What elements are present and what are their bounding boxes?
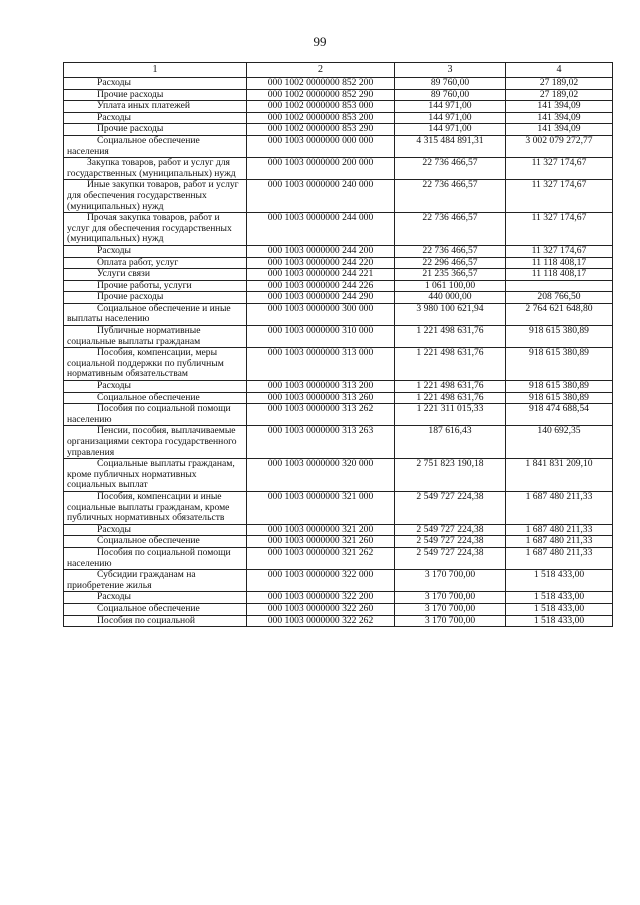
table-row (64, 570, 613, 592)
table-row (64, 135, 613, 157)
row-name-text: Расходы (97, 111, 132, 123)
row-value-executed-cell: 11 327 174,67 (506, 245, 613, 257)
row-value-executed-cell: 918 615 380,89 (506, 392, 613, 404)
row-name-text: Пенсии, пособия, выплачиваемые организациями сектора государственного управления (67, 425, 237, 458)
table-row (64, 524, 613, 536)
row-name-text: Прочие расходы (97, 88, 164, 100)
row-value-approved-cell: 1 221 311 015,33 (395, 404, 506, 426)
table-row (64, 213, 613, 246)
row-code-cell: 000 1002 0000000 853 200 (247, 112, 395, 124)
row-code-cell: 000 1003 0000000 240 000 (247, 180, 395, 213)
row-value-executed-cell: 918 615 380,89 (506, 381, 613, 393)
row-code-cell: 000 1003 0000000 300 000 (247, 303, 395, 325)
row-code-cell: 000 1003 0000000 244 290 (247, 292, 395, 304)
row-value-approved-cell: 144 971,00 (395, 124, 506, 136)
row-value-approved-cell: 89 760,00 (395, 78, 506, 90)
row-name-text: Пособия, компенсации и иные социальные выплаты гражданам, кроме публичных нормативных обязательств (67, 490, 230, 524)
table-row (64, 547, 613, 569)
row-value-approved-cell: 1 221 498 631,76 (395, 348, 506, 381)
row-name-cell (64, 603, 247, 615)
row-name-text: Расходы (97, 380, 132, 392)
budget-table (63, 62, 613, 627)
row-code-cell: 000 1003 0000000 322 000 (247, 570, 395, 592)
table-row (64, 459, 613, 492)
row-value-approved-cell: 22 296 466,57 (395, 257, 506, 269)
table-row (64, 326, 613, 348)
column-header-1: 1 (64, 63, 247, 78)
row-name-cell (64, 112, 247, 124)
row-value-executed-cell: 11 118 408,17 (506, 257, 613, 269)
row-value-approved-cell: 440 000,00 (395, 292, 506, 304)
row-name-text: Закупка товаров, работ и услуг для государственных (муниципальных) нужд (67, 157, 236, 179)
row-name-cell (64, 89, 247, 101)
row-name-text: Прочая закупка товаров, работ и услуг для обеспечения государственных (муниципальных) нужд (67, 212, 232, 245)
row-name-text: Расходы (97, 591, 132, 603)
table-row (64, 491, 613, 524)
row-name-text: Расходы (97, 523, 132, 535)
row-value-executed-cell: 1 518 433,00 (506, 592, 613, 604)
row-value-approved-cell: 2 549 727 224,38 (395, 524, 506, 536)
row-name-cell (64, 570, 247, 592)
row-name-cell (64, 524, 247, 536)
row-value-executed-cell: 11 327 174,67 (506, 180, 613, 213)
row-value-executed-cell: 1 687 480 211,33 (506, 524, 613, 536)
table-row (64, 592, 613, 604)
row-name-cell (64, 180, 247, 213)
row-value-executed-cell: 141 394,09 (506, 101, 613, 113)
row-name-text: Пособия по социальной помощи населению (67, 546, 231, 569)
row-value-approved-cell: 2 549 727 224,38 (395, 491, 506, 524)
table-row (64, 245, 613, 257)
row-value-approved-cell: 1 221 498 631,76 (395, 326, 506, 348)
row-value-executed-cell: 11 118 408,17 (506, 269, 613, 281)
row-code-cell: 000 1003 0000000 321 200 (247, 524, 395, 536)
row-value-approved-cell: 3 170 700,00 (395, 615, 506, 627)
row-name-text: Социальное обеспечение (97, 602, 200, 614)
row-name-cell (64, 257, 247, 269)
table-row (64, 112, 613, 124)
row-name-cell (64, 459, 247, 492)
row-name-text: Уплата иных платежей (97, 100, 191, 112)
row-value-approved-cell: 2 549 727 224,38 (395, 536, 506, 548)
row-value-executed-cell: 1 841 831 209,10 (506, 459, 613, 492)
row-value-executed-cell: 141 394,09 (506, 124, 613, 136)
row-name-text: Расходы (97, 244, 132, 256)
row-value-approved-cell: 2 549 727 224,38 (395, 547, 506, 569)
row-value-executed-cell: 918 615 380,89 (506, 326, 613, 348)
table-row (64, 536, 613, 548)
row-name-cell (64, 213, 247, 246)
row-value-executed-cell: 208 766,50 (506, 292, 613, 304)
row-name-cell (64, 381, 247, 393)
table-row (64, 124, 613, 136)
row-code-cell: 000 1003 0000000 313 262 (247, 404, 395, 426)
row-code-cell: 000 1003 0000000 313 000 (247, 348, 395, 381)
row-value-approved-cell: 144 971,00 (395, 112, 506, 124)
row-code-cell: 000 1003 0000000 244 220 (247, 257, 395, 269)
row-value-approved-cell: 21 235 366,57 (395, 269, 506, 281)
row-code-cell: 000 1003 0000000 313 263 (247, 426, 395, 459)
row-name-text: Субсидии гражданам на приобретение жилья (67, 569, 196, 591)
row-code-cell: 000 1003 0000000 322 200 (247, 592, 395, 604)
table-row (64, 158, 613, 180)
row-value-approved-cell: 3 170 700,00 (395, 592, 506, 604)
table-body (64, 78, 613, 627)
row-code-cell: 000 1003 0000000 310 000 (247, 326, 395, 348)
table-row (64, 101, 613, 113)
table-row (64, 292, 613, 304)
row-code-cell: 000 1002 0000000 852 200 (247, 78, 395, 90)
row-value-approved-cell: 4 315 484 891,31 (395, 135, 506, 157)
row-code-cell: 000 1003 0000000 200 000 (247, 158, 395, 180)
table-row (64, 603, 613, 615)
row-name-text: Иные закупки товаров, работ и услуг для обеспечения государственных (муниципальных) нужд (67, 179, 239, 212)
table-row (64, 381, 613, 393)
row-name-cell (64, 326, 247, 348)
row-name-cell (64, 348, 247, 381)
row-name-cell (64, 280, 247, 292)
column-header-3: 3 (395, 63, 506, 78)
column-header-2: 2 (247, 63, 395, 78)
table-row (64, 78, 613, 90)
row-value-executed-cell: 27 189,02 (506, 89, 613, 101)
row-name-text: Пособия по социальной помощи населению (67, 403, 231, 425)
row-name-cell (64, 426, 247, 459)
table-row (64, 180, 613, 213)
row-value-approved-cell: 3 170 700,00 (395, 570, 506, 592)
page-number: 99 (313, 34, 327, 49)
row-value-approved-cell: 144 971,00 (395, 101, 506, 113)
row-code-cell: 000 1003 0000000 244 200 (247, 245, 395, 257)
table-row (64, 269, 613, 281)
table-row (64, 392, 613, 404)
row-value-approved-cell: 22 736 466,57 (395, 158, 506, 180)
row-value-executed-cell: 140 692,35 (506, 426, 613, 459)
row-name-cell (64, 491, 247, 524)
row-code-cell: 000 1003 0000000 322 260 (247, 603, 395, 615)
row-value-approved-cell: 1 221 498 631,76 (395, 381, 506, 393)
row-name-text: Оплата работ, услуг (97, 256, 179, 268)
table-row (64, 426, 613, 459)
row-value-approved-cell: 3 170 700,00 (395, 603, 506, 615)
table-row (64, 348, 613, 381)
row-code-cell: 000 1003 0000000 321 262 (247, 547, 395, 569)
row-name-text: Социальное обеспечение (97, 391, 200, 403)
row-value-executed-cell: 1 518 433,00 (506, 570, 613, 592)
row-code-cell: 000 1002 0000000 852 290 (247, 89, 395, 101)
row-value-approved-cell: 22 736 466,57 (395, 245, 506, 257)
row-name-cell (64, 536, 247, 548)
row-code-cell: 000 1003 0000000 321 260 (247, 536, 395, 548)
table-row (64, 404, 613, 426)
row-name-cell (64, 404, 247, 426)
row-name-text: Социальное обеспечение населения (67, 134, 200, 157)
row-value-approved-cell: 89 760,00 (395, 89, 506, 101)
row-code-cell: 000 1003 0000000 313 200 (247, 381, 395, 393)
table-row (64, 89, 613, 101)
row-code-cell: 000 1003 0000000 321 000 (247, 491, 395, 524)
row-name-cell (64, 124, 247, 136)
row-value-executed-cell (506, 280, 613, 292)
row-code-cell: 000 1003 0000000 244 221 (247, 269, 395, 281)
row-code-cell: 000 1002 0000000 853 290 (247, 124, 395, 136)
row-name-cell (64, 158, 247, 180)
row-name-cell (64, 592, 247, 604)
row-name-cell (64, 303, 247, 325)
row-code-cell: 000 1003 0000000 000 000 (247, 135, 395, 157)
table-row (64, 257, 613, 269)
table-header-row (64, 63, 613, 78)
row-name-text: Пособия по социальной (97, 614, 196, 626)
row-name-text: Социальное обеспечение и иные выплаты населению (67, 302, 231, 325)
row-value-executed-cell: 1 518 433,00 (506, 615, 613, 627)
row-value-executed-cell: 918 474 688,54 (506, 404, 613, 426)
row-name-text: Услуги связи (97, 268, 150, 280)
row-name-cell (64, 292, 247, 304)
row-value-approved-cell: 187 616,43 (395, 426, 506, 459)
row-name-text: Публичные нормативные социальные выплаты гражданам (67, 325, 201, 347)
row-name-cell (64, 269, 247, 281)
row-value-approved-cell: 3 980 100 621,94 (395, 303, 506, 325)
row-value-approved-cell: 2 751 823 190,18 (395, 459, 506, 492)
row-code-cell: 000 1003 0000000 244 226 (247, 280, 395, 292)
row-value-executed-cell: 1 687 480 211,33 (506, 547, 613, 569)
row-name-text: Социальное обеспечение (97, 535, 200, 547)
row-value-executed-cell: 27 189,02 (506, 78, 613, 90)
row-value-executed-cell: 141 394,09 (506, 112, 613, 124)
row-name-text: Прочие расходы (97, 291, 164, 303)
row-name-cell (64, 101, 247, 113)
row-name-text: Социальные выплаты гражданам, кроме публичных нормативных социальных выплат (67, 458, 235, 491)
row-value-executed-cell: 2 764 621 648,80 (506, 303, 613, 325)
row-value-executed-cell: 1 687 480 211,33 (506, 536, 613, 548)
row-value-executed-cell: 11 327 174,67 (506, 158, 613, 180)
row-code-cell: 000 1003 0000000 320 000 (247, 459, 395, 492)
table-row (64, 303, 613, 325)
row-value-approved-cell: 1 061 100,00 (395, 280, 506, 292)
row-value-executed-cell: 3 002 079 272,77 (506, 135, 613, 157)
row-code-cell: 000 1003 0000000 313 260 (247, 392, 395, 404)
row-value-executed-cell: 11 327 174,67 (506, 213, 613, 246)
row-name-text: Прочие работы, услуги (97, 279, 192, 291)
row-name-cell (64, 78, 247, 90)
row-value-approved-cell: 22 736 466,57 (395, 213, 506, 246)
row-value-approved-cell: 22 736 466,57 (395, 180, 506, 213)
row-value-executed-cell: 1 687 480 211,33 (506, 491, 613, 524)
table-row (64, 615, 613, 627)
row-name-text: Прочие расходы (97, 123, 164, 135)
row-value-approved-cell: 1 221 498 631,76 (395, 392, 506, 404)
table-row (64, 280, 613, 292)
column-header-4: 4 (506, 63, 613, 78)
row-name-cell (64, 547, 247, 569)
row-code-cell: 000 1002 0000000 853 000 (247, 101, 395, 113)
row-value-executed-cell: 1 518 433,00 (506, 603, 613, 615)
row-code-cell: 000 1003 0000000 244 000 (247, 213, 395, 246)
row-name-text: Пособия, компенсации, меры социальной поддержки по публичным нормативным обязательствам (67, 347, 224, 380)
row-name-cell (64, 392, 247, 404)
row-name-cell (64, 615, 247, 627)
row-name-cell (64, 245, 247, 257)
row-code-cell: 000 1003 0000000 322 262 (247, 615, 395, 627)
row-name-cell (64, 135, 247, 157)
row-value-executed-cell: 918 615 380,89 (506, 348, 613, 381)
row-name-text: Расходы (97, 77, 132, 88)
